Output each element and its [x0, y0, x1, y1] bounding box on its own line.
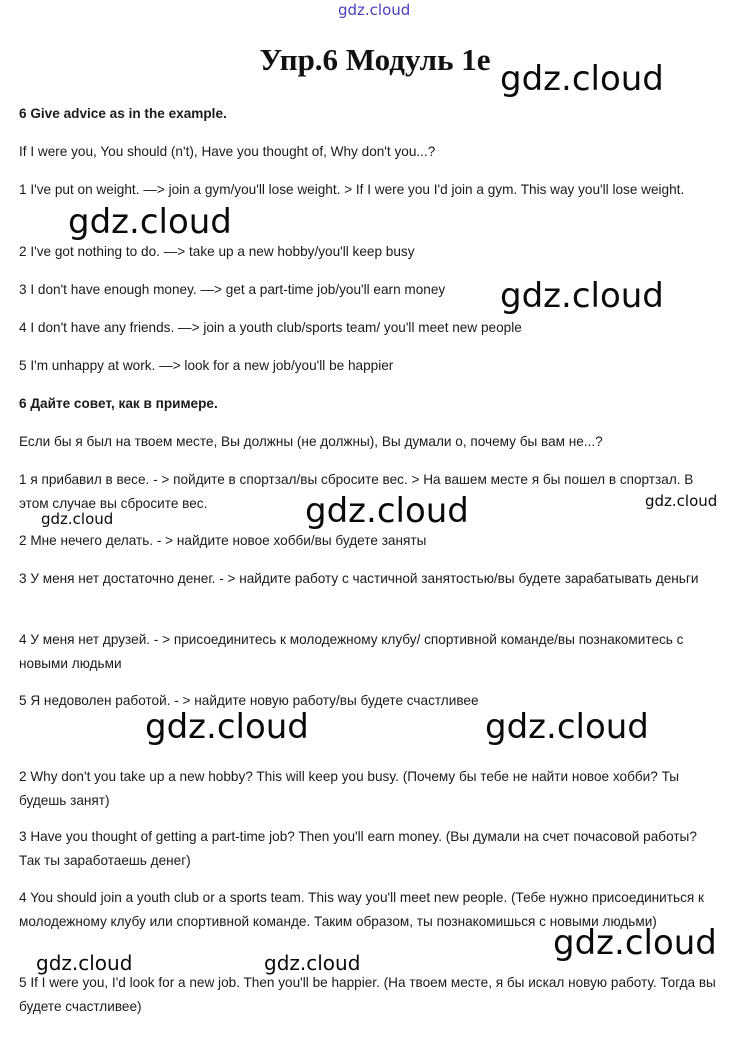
en-item-5: 5 I'm unhappy at work. —> look for a new job/you'll be happier — [19, 358, 394, 373]
answer-2: 2 Why don't you take up a new hobby? This will keep you busy. (Почему бы тебе не найти новое хобби? Ты будешь занят) — [19, 769, 680, 808]
en-item-3: 3 I don't have enough money. —> get a part-time job/you'll earn money — [19, 282, 446, 297]
en-heading: 6 Give advice as in the example. — [19, 106, 227, 121]
en-item-1: 1 I've put on weight. —> join a gym/you'll lose weight. > If I were you I'd join a gym. This way you'll lose weight. — [19, 182, 685, 197]
watermark: gdz.cloud — [500, 59, 664, 99]
ru-item-3: 3 У меня нет достаточно денег. - > найдите работу с частичной занятостью/вы будете зарабатывать деньги — [19, 571, 699, 586]
ru-heading: 6 Дайте совет, как в примере. — [19, 396, 218, 411]
top-watermark: gdz.cloud — [338, 1, 411, 19]
watermark: gdz.cloud — [553, 923, 717, 963]
watermark: gdz.cloud — [145, 707, 309, 747]
ru-item-4: 4 У меня нет друзей. - > присоединитесь к молодежному клубу/ спортивной команде/вы познакомитесь с новыми людьми — [19, 632, 684, 671]
watermark: gdz.cloud — [645, 492, 718, 510]
watermark: gdz.cloud — [36, 951, 133, 975]
watermark: gdz.cloud — [500, 276, 664, 316]
ru-item-1: 1 я прибавил в весе. - > пойдите в спортзал/вы сбросите вес. > На вашем месте я бы пошел в спортзал. В этом случае вы сбросите вес. — [19, 472, 694, 511]
en-intro: If I were you, You should (n't), Have you thought of, Why don't you...? — [19, 144, 436, 159]
answer-5: 5 If I were you, I'd look for a new job. Then you'll be happier. (На твоем месте, я бы искал новую работу. Тогда вы будете счастливее) — [19, 975, 716, 1014]
watermark: gdz.cloud — [264, 951, 361, 975]
answer-4: 4 You should join a youth club or a sports team. This way you'll meet new people. (Тебе нужно присоединиться к молодежному клубу или спортивной команде. Таким образом, ты познакомишься с новыми людьми) — [19, 890, 704, 929]
ru-item-5: 5 Я недоволен работой. - > найдите новую работу/вы будете счастливее — [19, 693, 479, 708]
watermark: gdz.cloud — [41, 510, 114, 528]
watermark: gdz.cloud — [305, 491, 469, 531]
en-item-2: 2 I've got nothing to do. —> take up a new hobby/you'll keep busy — [19, 244, 415, 259]
watermark: gdz.cloud — [68, 202, 232, 242]
answer-3: 3 Have you thought of getting a part-time job? Then you'll earn money. (Вы думали на счет почасовой работы? Так ты заработаешь денег) — [19, 829, 697, 868]
ru-intro: Если бы я был на твоем месте, Вы должны (не должны), Вы думали о, почему бы вам не...? — [19, 434, 603, 449]
watermark: gdz.cloud — [485, 707, 649, 747]
page-title: Упр.6 Модуль 1е — [259, 42, 491, 77]
en-item-4: 4 I don't have any friends. —> join a youth club/sports team/ you'll meet new people — [19, 320, 522, 335]
ru-item-2: 2 Мне нечего делать. - > найдите новое хобби/вы будете заняты — [19, 533, 427, 548]
